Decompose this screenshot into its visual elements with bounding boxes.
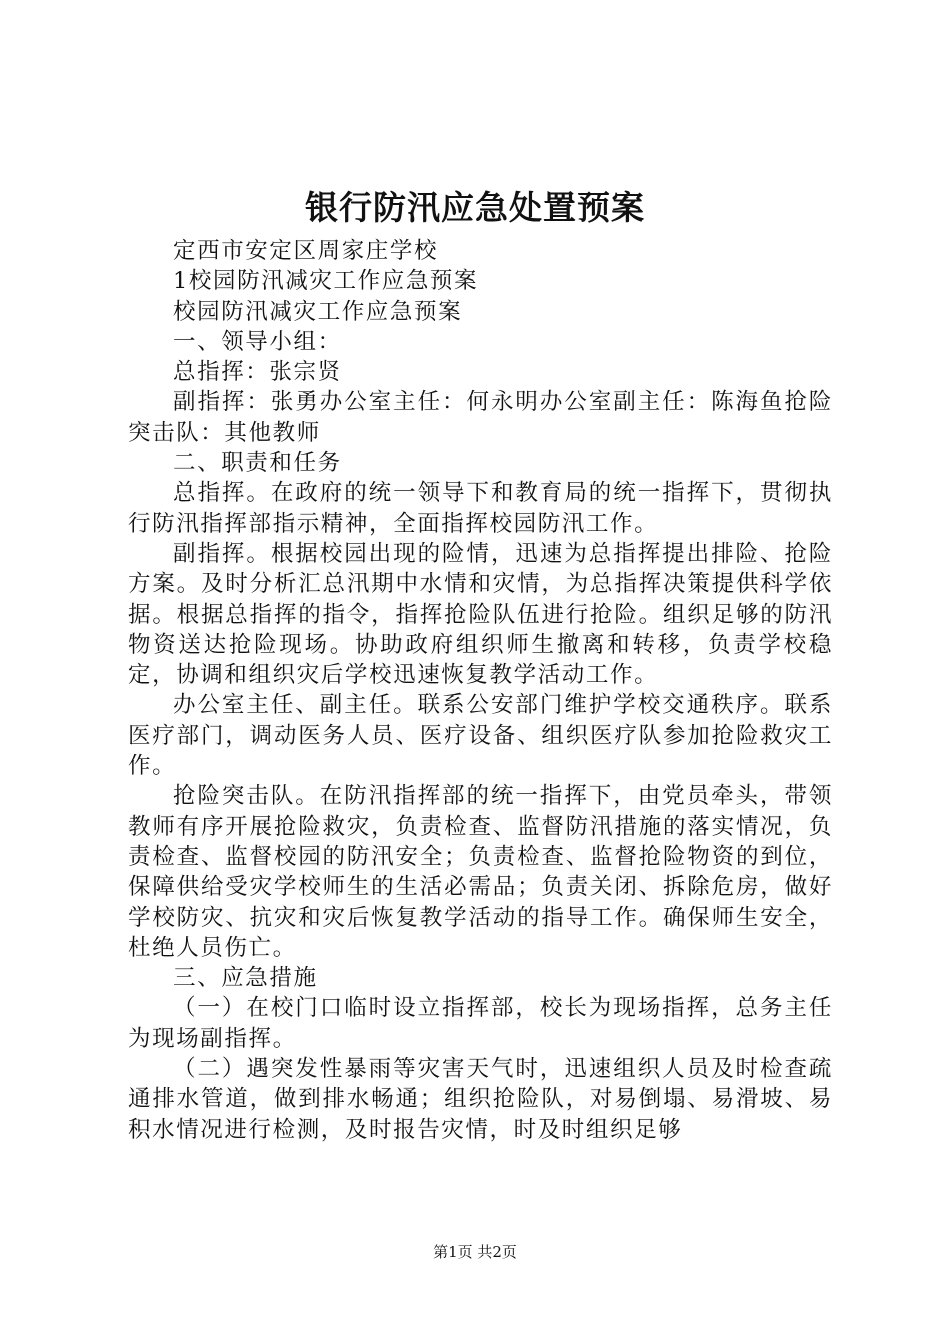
body-paragraph: 总指挥：张宗贤 [173, 359, 342, 386]
body-paragraph: 校园防汛减灾工作应急预案 [173, 298, 463, 325]
body-paragraph: 1校园防汛减灾工作应急预案 [173, 268, 479, 295]
section-heading: 三、应急措施 [173, 965, 318, 992]
section-heading: 二、职责和任务 [173, 450, 342, 477]
body-paragraph: 副指挥。根据校园出现的险情，迅速为总指挥提出排险、抢险方案。及时分析汇总汛期中水情和灾情，为总指挥决策提供科学依据。根据总指挥的指令，指挥抢险队伍进行抢险。组织足够的防汛物资送达抢险现场。协助政府组织师生撤离和转移，负责学校稳定，协调和组织灾后学校迅速恢复教学活动工作。 [128, 540, 833, 689]
body-paragraph: 副指挥：张勇办公室主任：何永明办公室副主任：陈海鱼抢险突击队：其他教师 [128, 389, 833, 446]
body-paragraph: 定西市安定区周家庄学校 [173, 238, 439, 264]
body-paragraph: （二）遇突发性暴雨等灾害天气时，迅速组织人员及时检查疏通排水管道，做到排水畅通；组织抢险队，对易倒塌、易滑坡、易积水情况进行检测，及时报告灾情，时及时组织足够 [128, 1056, 833, 1143]
body-paragraph: （一）在校门口临时设立指挥部，校长为现场指挥，总务主任为现场副指挥。 [128, 995, 833, 1052]
body-paragraph: 抢险突击队。在防汛指挥部的统一指挥下，由党员牵头，带领教师有序开展抢险救灾，负责检查、监督防汛措施的落实情况，负责检查、监督校园的防汛安全；负责检查、监督抢险物资的到位，保障供给受灾学校师生的生活必需品；负责关闭、拆除危房，做好学校防灾、抗灾和灾后恢复教学活动的指导工作。确保师生安全，杜绝人员伤亡。 [128, 783, 833, 961]
body-paragraph: 总指挥。在政府的统一领导下和教育局的统一指挥下，贯彻执行防汛指挥部指示精神，全面指挥校园防汛工作。 [128, 480, 833, 537]
section-heading: 一、领导小组： [173, 328, 342, 355]
body-paragraph: 办公室主任、副主任。联系公安部门维护学校交通秩序。联系医疗部门，调动医务人员、医疗设备、组织医疗队参加抢险救灾工作。 [128, 692, 833, 780]
document-body [128, 236, 833, 1145]
page-footer: 第1页 共2页 [433, 1243, 517, 1261]
document-title: 银行防汛应急处置预案 [305, 188, 645, 227]
